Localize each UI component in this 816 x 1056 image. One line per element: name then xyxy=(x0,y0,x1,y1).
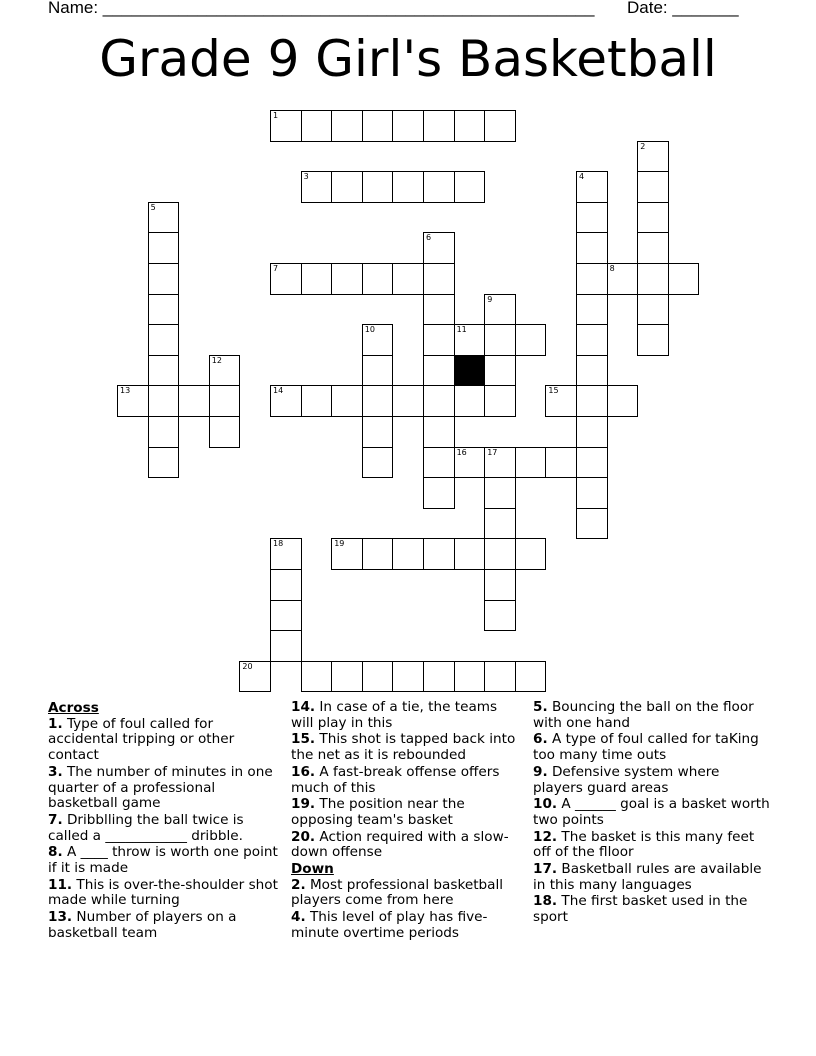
clue-number: 20 xyxy=(242,661,253,671)
grid-cell[interactable] xyxy=(484,324,516,356)
clue-column-2 xyxy=(291,700,523,943)
clue-item xyxy=(533,862,773,893)
clue-number-label: 17. xyxy=(533,861,558,878)
grid-cell[interactable] xyxy=(392,263,424,295)
clue-item xyxy=(48,845,280,876)
grid-cell[interactable] xyxy=(484,447,516,479)
grid-cell[interactable] xyxy=(148,355,180,387)
clue-number-label: 18. xyxy=(533,893,558,910)
grid-cell[interactable] xyxy=(209,416,241,448)
grid-cell[interactable] xyxy=(454,171,486,203)
down-heading: Down xyxy=(291,861,334,878)
clue-item xyxy=(291,732,523,763)
clue-text: Defensive system where players guard areas xyxy=(533,763,720,796)
grid-cell[interactable] xyxy=(148,447,180,479)
grid-cell[interactable] xyxy=(362,110,394,142)
grid-cell[interactable] xyxy=(515,661,547,693)
across-heading: Across xyxy=(48,700,99,716)
clue-text: A fast-break offense offers much of this xyxy=(291,763,500,796)
clue-number-label: 16. xyxy=(291,763,316,780)
grid-cell[interactable] xyxy=(484,294,516,326)
grid-cell[interactable] xyxy=(515,324,547,356)
clue-number: 17 xyxy=(487,447,498,457)
grid-cell[interactable] xyxy=(423,324,455,356)
grid-cell[interactable] xyxy=(270,600,302,632)
grid-cell[interactable] xyxy=(270,569,302,601)
grid-cell[interactable] xyxy=(484,110,516,142)
clue-number: 5 xyxy=(150,202,156,212)
grid-cell[interactable] xyxy=(454,661,486,693)
clue-number-label: 20. xyxy=(291,828,316,845)
grid-cell[interactable] xyxy=(484,508,516,540)
puzzle-title: Grade 9 Girl's Basketball xyxy=(99,30,717,88)
clue-number: 2 xyxy=(640,141,646,151)
clue-number: 4 xyxy=(579,172,585,182)
clue-item xyxy=(48,910,280,941)
grid-cell[interactable] xyxy=(454,447,486,479)
clue-number-label: 7. xyxy=(48,811,63,828)
grid-cell[interactable] xyxy=(484,477,516,509)
grid-cell[interactable] xyxy=(576,477,608,509)
clue-item xyxy=(291,700,523,731)
clue-number: 1 xyxy=(273,111,279,120)
grid-cell[interactable] xyxy=(423,477,455,509)
grid-cell[interactable] xyxy=(362,447,394,479)
grid-cell[interactable] xyxy=(301,661,333,693)
grid-cell[interactable] xyxy=(148,294,180,326)
grid-cell[interactable] xyxy=(362,324,394,356)
grid-cell[interactable] xyxy=(515,447,547,479)
clue-number: 13 xyxy=(120,386,131,396)
grid-cell[interactable] xyxy=(423,447,455,479)
clue-text: A type of foul called for taKing too many time outs xyxy=(533,731,759,764)
clue-text: A ______ goal is a basket worth two points xyxy=(533,796,770,828)
grid-cell[interactable] xyxy=(392,538,424,570)
clue-item xyxy=(533,797,773,828)
grid-cell[interactable] xyxy=(301,263,333,295)
grid-cell[interactable] xyxy=(423,110,455,142)
grid-cell[interactable] xyxy=(637,324,669,356)
grid-cell[interactable] xyxy=(576,355,608,387)
grid-cell[interactable] xyxy=(117,385,149,417)
grid-cell[interactable] xyxy=(362,171,394,203)
grid-cell[interactable] xyxy=(362,661,394,693)
grid-cell[interactable] xyxy=(423,294,455,326)
clue-number-label: 4. xyxy=(291,909,306,926)
grid-cell[interactable] xyxy=(362,538,394,570)
grid-cell[interactable] xyxy=(545,385,577,417)
grid-cell[interactable] xyxy=(637,294,669,326)
grid-cell[interactable] xyxy=(392,661,424,693)
clue-number: 12 xyxy=(211,355,222,365)
clue-number: 8 xyxy=(609,264,615,273)
grid-cell[interactable] xyxy=(423,385,455,417)
clue-number: 15 xyxy=(548,386,559,396)
grid-cell[interactable] xyxy=(576,508,608,540)
grid-cell[interactable] xyxy=(270,630,302,662)
clue-item xyxy=(533,732,773,763)
clue-text: The number of minutes in one quarter of a professional basketball game xyxy=(48,763,273,812)
grid-cell[interactable] xyxy=(362,355,394,387)
grid-cell[interactable] xyxy=(331,385,363,417)
grid-cell[interactable] xyxy=(301,385,333,417)
grid-cell[interactable] xyxy=(423,171,455,203)
clue-item xyxy=(291,797,523,828)
grid-cell[interactable] xyxy=(484,661,516,693)
clue-number-label: 8. xyxy=(48,844,63,861)
clue-item xyxy=(48,765,280,812)
grid-cell[interactable] xyxy=(392,171,424,203)
grid-cell[interactable] xyxy=(270,110,302,142)
grid-cell[interactable] xyxy=(454,538,486,570)
clue-number: 10 xyxy=(364,325,375,335)
grid-cell[interactable] xyxy=(637,202,669,234)
clue-text: This shot is tapped back into the net as it is rebounded xyxy=(291,731,516,764)
grid-cell[interactable] xyxy=(362,263,394,295)
black-cell xyxy=(454,355,486,387)
clue-item xyxy=(48,813,280,844)
grid-cell[interactable] xyxy=(576,232,608,264)
grid-cell[interactable] xyxy=(392,110,424,142)
grid-cell[interactable] xyxy=(148,263,180,295)
grid-cell[interactable] xyxy=(454,110,486,142)
clue-item xyxy=(533,700,773,731)
grid-cell[interactable] xyxy=(423,416,455,448)
grid-cell[interactable] xyxy=(484,385,516,417)
grid-cell[interactable] xyxy=(576,447,608,479)
grid-cell[interactable] xyxy=(148,202,180,234)
grid-cell[interactable] xyxy=(331,110,363,142)
clue-text: This is over-the-shoulder shot made while turning xyxy=(48,876,278,909)
clue-number-label: 3. xyxy=(48,763,63,780)
grid-cell[interactable] xyxy=(209,385,241,417)
grid-cell[interactable] xyxy=(484,600,516,632)
clue-text: The basket is this many feet off of the flloor xyxy=(533,828,755,861)
clue-number: 19 xyxy=(334,539,345,549)
grid-cell[interactable] xyxy=(301,110,333,142)
grid-cell[interactable] xyxy=(148,324,180,356)
grid-cell[interactable] xyxy=(576,202,608,234)
clue-number-label: 15. xyxy=(291,731,316,748)
clue-text: Bouncing the ball on the floor with one hand xyxy=(533,699,754,731)
grid-cell[interactable] xyxy=(423,661,455,693)
grid-cell[interactable] xyxy=(423,263,455,295)
clue-text: The first basket used in the sport xyxy=(533,893,748,926)
grid-cell[interactable] xyxy=(362,416,394,448)
clue-item xyxy=(48,878,280,909)
clue-item xyxy=(291,910,523,941)
grid-cell[interactable] xyxy=(423,538,455,570)
grid-cell[interactable] xyxy=(362,385,394,417)
clue-text: Basketball rules are available in this many languages xyxy=(533,861,762,893)
clue-text: Type of foul called for accidental tripping or other contact xyxy=(48,715,235,764)
grid-cell[interactable] xyxy=(576,324,608,356)
clue-number-label: 9. xyxy=(533,763,548,780)
grid-cell[interactable] xyxy=(270,263,302,295)
grid-cell[interactable] xyxy=(148,385,180,417)
clue-number-label: 6. xyxy=(533,731,548,748)
grid-cell[interactable] xyxy=(301,171,333,203)
clue-number-label: 13. xyxy=(48,909,73,926)
grid-cell[interactable] xyxy=(545,447,577,479)
clue-number-label: 5. xyxy=(533,699,548,715)
grid-cell[interactable] xyxy=(270,385,302,417)
clue-number: 11 xyxy=(456,325,467,335)
clue-item xyxy=(291,878,523,909)
grid-cell[interactable] xyxy=(576,416,608,448)
grid-cell[interactable] xyxy=(637,232,669,264)
clue-number: 18 xyxy=(273,539,284,549)
grid-cell[interactable] xyxy=(576,171,608,203)
clue-number-label: 10. xyxy=(533,796,558,813)
grid-cell[interactable] xyxy=(637,141,669,173)
clue-number-label: 19. xyxy=(291,796,316,813)
clue-number: 3 xyxy=(303,172,309,182)
clue-text: The position near the opposing team's basket xyxy=(291,796,465,828)
grid-cell[interactable] xyxy=(607,263,639,295)
grid-cell[interactable] xyxy=(576,385,608,417)
clue-item xyxy=(533,894,773,925)
clue-number-label: 14. xyxy=(291,699,316,715)
grid-cell[interactable] xyxy=(331,538,363,570)
clue-item xyxy=(533,765,773,796)
clue-item xyxy=(533,830,773,861)
clue-number: 14 xyxy=(273,386,284,396)
clue-text: This level of play has five-minute overtime periods xyxy=(291,909,488,941)
grid-cell[interactable] xyxy=(331,171,363,203)
grid-cell[interactable] xyxy=(270,538,302,570)
clue-number: 16 xyxy=(456,447,467,457)
clue-item xyxy=(291,765,523,796)
grid-cell[interactable] xyxy=(454,385,486,417)
grid-cell[interactable] xyxy=(423,355,455,387)
grid-cell[interactable] xyxy=(484,538,516,570)
date-field-label: Date: _______ xyxy=(627,0,739,17)
grid-cell[interactable] xyxy=(148,416,180,448)
grid-cell[interactable] xyxy=(454,324,486,356)
grid-cell[interactable] xyxy=(637,263,669,295)
clue-number-label: 11. xyxy=(48,876,73,893)
clue-text: A ____ throw is worth one point if it is made xyxy=(48,844,278,877)
clue-number-label: 1. xyxy=(48,715,63,732)
grid-cell[interactable] xyxy=(668,263,700,295)
clue-text: Dribblling the ball twice is called a ____________ dribble. xyxy=(48,811,244,844)
grid-cell[interactable] xyxy=(576,263,608,295)
grid-cell[interactable] xyxy=(392,385,424,417)
grid-cell[interactable] xyxy=(331,263,363,295)
grid-cell[interactable] xyxy=(239,661,271,693)
grid-cell[interactable] xyxy=(178,385,210,417)
clue-column-1 xyxy=(48,700,280,943)
grid-cell[interactable] xyxy=(331,661,363,693)
clue-number-label: 2. xyxy=(291,876,306,893)
clue-item xyxy=(291,830,523,861)
grid-cell[interactable] xyxy=(515,538,547,570)
clue-number: 7 xyxy=(273,264,279,273)
name-field-label: Name: ____________________________________________________ xyxy=(48,0,595,17)
clue-column-3 xyxy=(533,700,773,927)
clue-number: 6 xyxy=(426,233,432,243)
grid-cell[interactable] xyxy=(637,171,669,203)
grid-cell[interactable] xyxy=(576,294,608,326)
clue-text: Number of players on a basketball team xyxy=(48,909,237,941)
clue-number: 9 xyxy=(487,294,493,304)
grid-cell[interactable] xyxy=(423,232,455,264)
clue-item xyxy=(48,717,280,764)
grid-cell[interactable] xyxy=(484,355,516,387)
grid-cell[interactable] xyxy=(484,569,516,601)
grid-cell[interactable] xyxy=(148,232,180,264)
grid-cell[interactable] xyxy=(209,355,241,387)
clue-number-label: 12. xyxy=(533,828,558,845)
clue-text: Action required with a slow-down offense xyxy=(291,828,509,861)
clue-text: Most professional basketball players come from here xyxy=(291,876,504,909)
clue-text: In case of a tie, the teams will play in this xyxy=(291,699,498,731)
grid-cell[interactable] xyxy=(607,385,639,417)
